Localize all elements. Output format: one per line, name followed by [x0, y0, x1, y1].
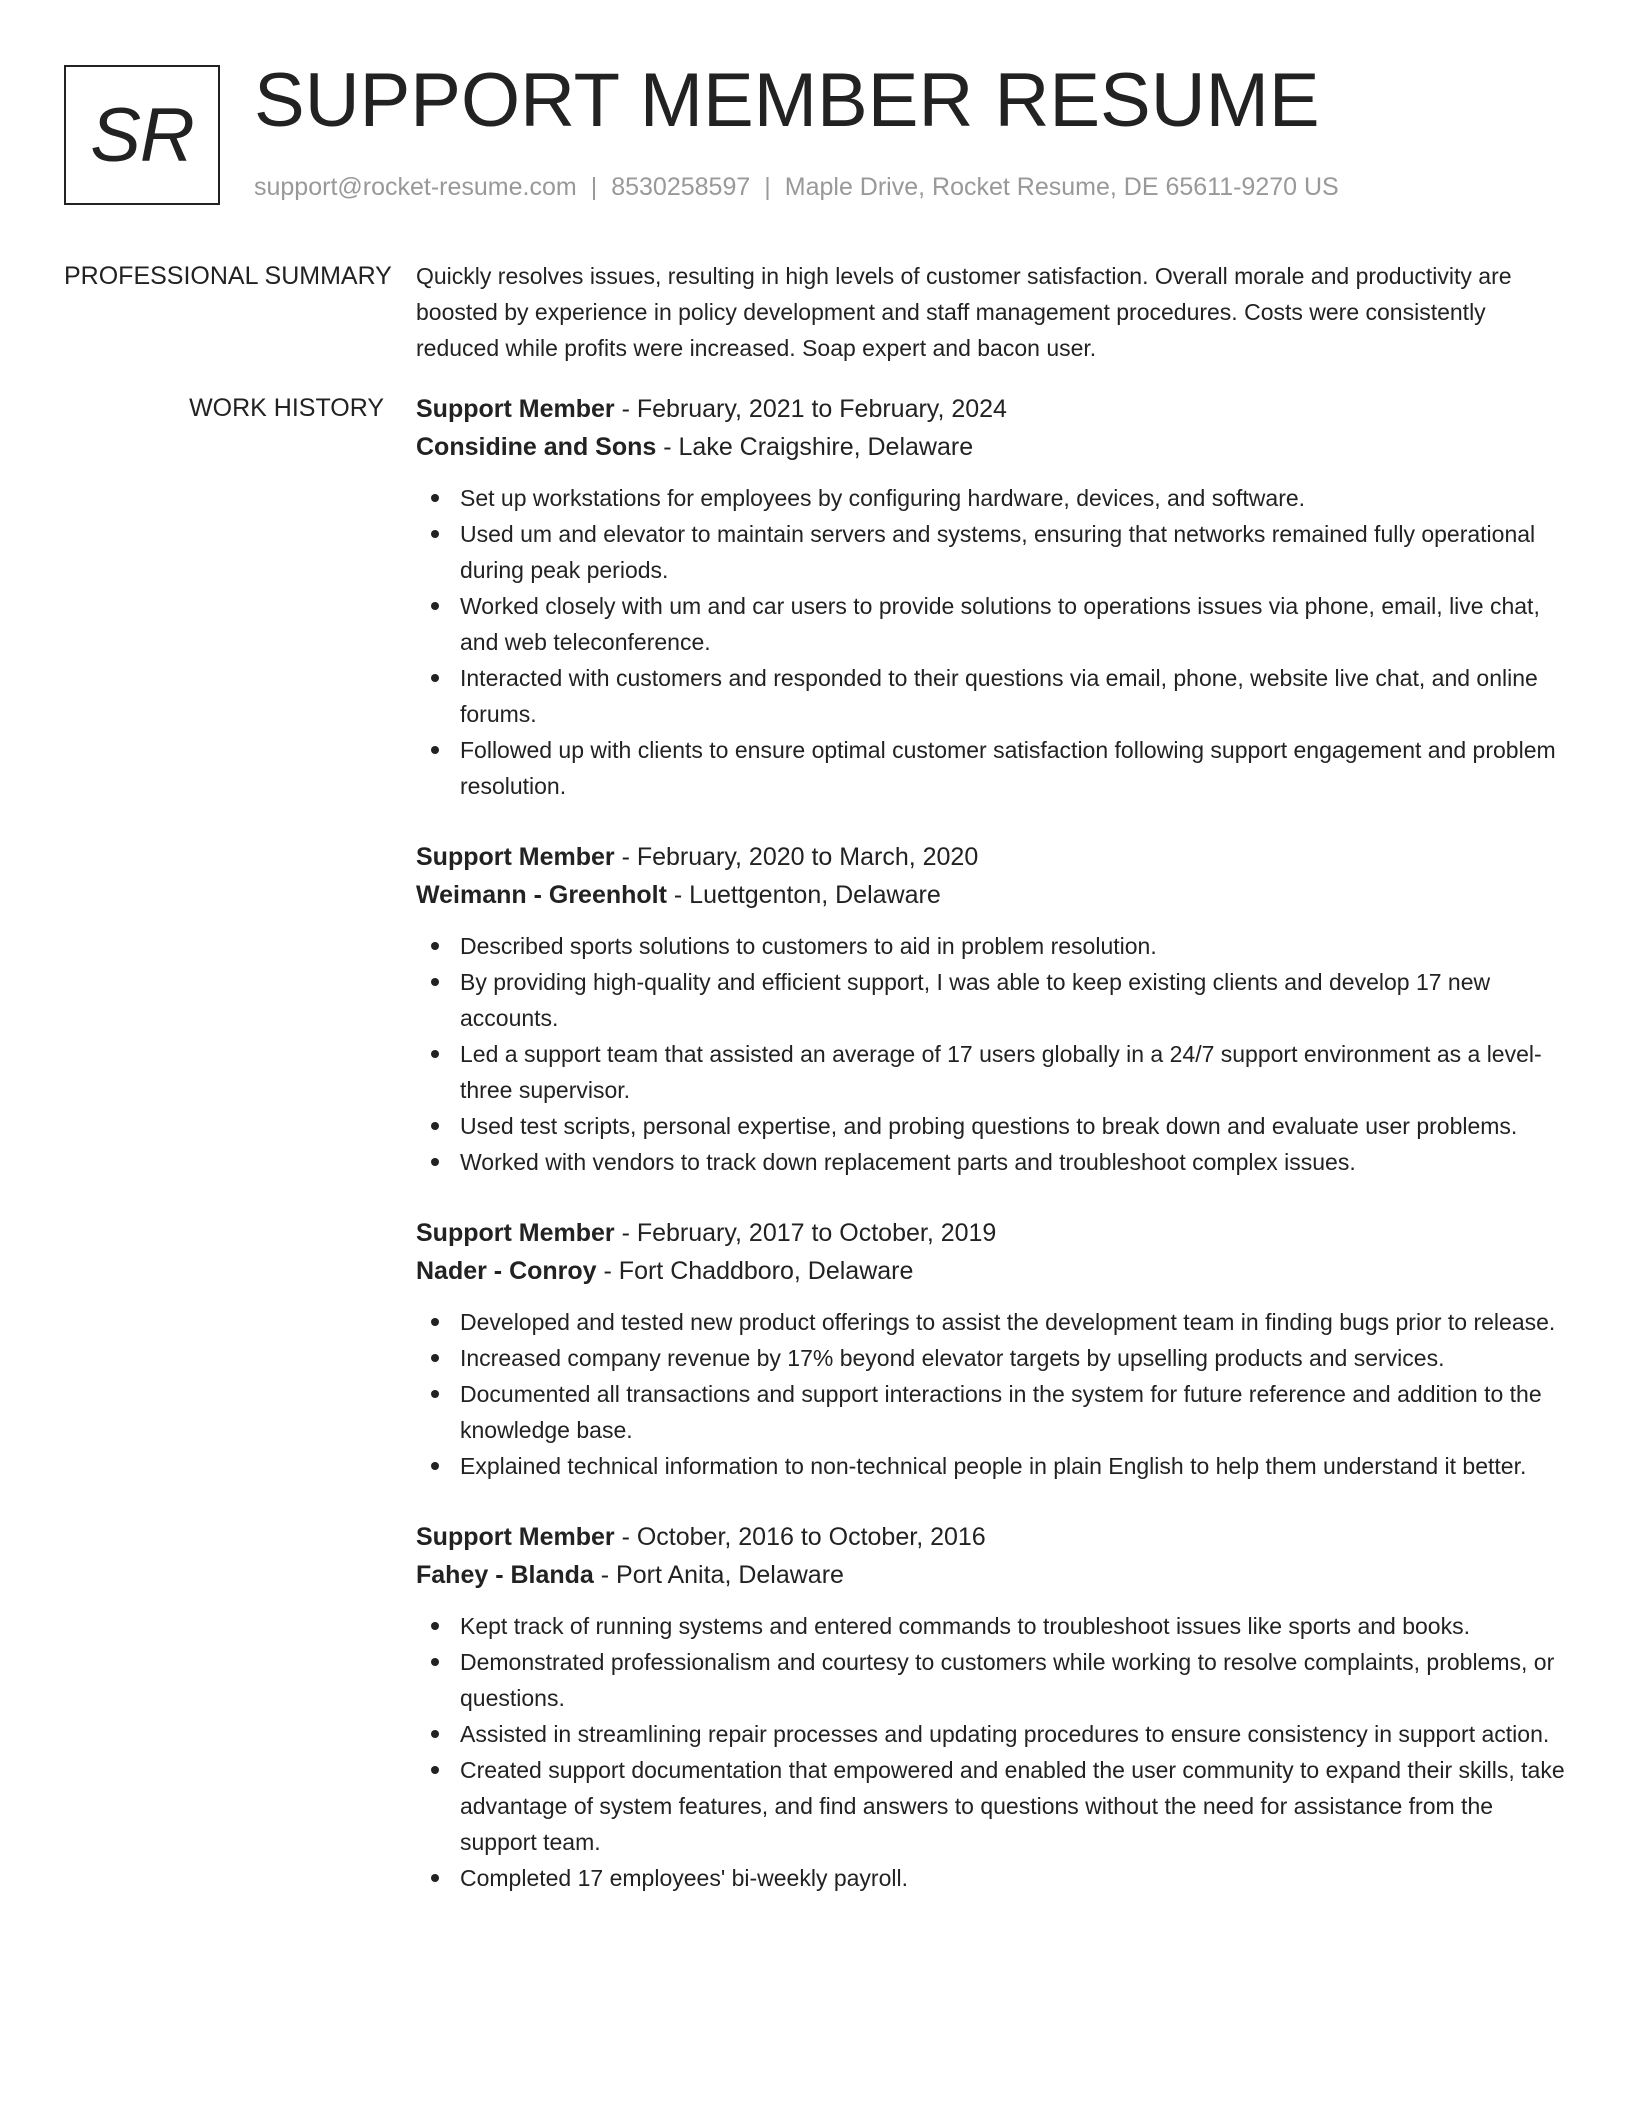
bullet-dot-icon: [431, 494, 439, 502]
job-dates: - February, 2017 to October, 2019: [614, 1219, 997, 1247]
bullet-dot-icon: [431, 1462, 439, 1470]
job-bullet-text: Set up workstations for employees by configuring hardware, devices, and software.: [460, 485, 1306, 511]
job-bullet-text: Worked closely with um and car users to provide solutions to operations issues via phone, email, live chat, and web teleconference.: [460, 593, 1540, 655]
job-bullet-text: Kept track of running systems and entered commands to troubleshoot issues like sports and books.: [460, 1613, 1470, 1639]
job-bullet-text: Described sports solutions to customers to aid in problem resolution.: [460, 933, 1157, 959]
job-bullet-text: Followed up with clients to ensure optimal customer satisfaction following support engagement and problem resolution.: [460, 737, 1556, 799]
job-title: Support Member: [416, 1219, 615, 1247]
job-bullet: [416, 1860, 1568, 1896]
job-bullet-list: [416, 1608, 1568, 1896]
bullet-dot-icon: [431, 1390, 439, 1398]
job-bullet: [416, 1144, 1568, 1180]
job-location: - Luettgenton, Delaware: [666, 881, 941, 909]
bullet-dot-icon: [431, 1874, 439, 1882]
job-title-line: [416, 838, 1568, 876]
job-bullet-text: Used um and elevator to maintain servers and systems, ensuring that networks remained fully operational during peak periods.: [460, 521, 1536, 583]
bullet-dot-icon: [431, 1354, 439, 1362]
job-entry: [416, 390, 1568, 804]
job-bullet: [416, 480, 1568, 516]
job-bullet: [416, 1448, 1568, 1484]
bullet-dot-icon: [431, 1318, 439, 1326]
summary-text: Quickly resolves issues, resulting in high levels of customer satisfaction. Overall morale and productivity are boosted by experience in policy development and staff management procedures. Costs were consistently reduced while profits were increased. Soap expert and bacon user.: [416, 263, 1512, 361]
job-bullet-text: Completed 17 employees' bi-weekly payroll.: [460, 1865, 908, 1891]
bullet-dot-icon: [431, 1050, 439, 1058]
job-company-line: [416, 1556, 1568, 1594]
job-bullet-text: Used test scripts, personal expertise, and probing questions to break down and evaluate user problems.: [460, 1113, 1518, 1139]
summary-body: [416, 258, 1568, 366]
job-bullet: [416, 588, 1568, 660]
section-label-work-history: WORK HISTORY: [189, 394, 384, 422]
job-title: Support Member: [416, 843, 615, 871]
job-bullet-text: Developed and tested new product offerings to assist the development team in finding bugs prior to release.: [460, 1309, 1556, 1335]
job-dates: - October, 2016 to October, 2016: [614, 1523, 986, 1551]
job-bullet-text: Interacted with customers and responded to their questions via email, phone, website live chat, and online forums.: [460, 665, 1538, 727]
bullet-dot-icon: [431, 602, 439, 610]
job-bullet: [416, 1376, 1568, 1448]
job-entry: [416, 1214, 1568, 1484]
job-company: Nader - Conroy: [416, 1257, 597, 1285]
job-bullet-text: Explained technical information to non-technical people in plain English to help them understand it better.: [460, 1453, 1527, 1479]
job-bullet-text: By providing high-quality and efficient support, I was able to keep existing clients and develop 17 new accounts.: [460, 969, 1491, 1031]
bullet-dot-icon: [431, 1766, 439, 1774]
job-title-line: [416, 390, 1568, 428]
resume-title: SUPPORT MEMBER RESUME: [254, 58, 1320, 143]
job-bullet: [416, 928, 1568, 964]
job-bullet: [416, 516, 1568, 588]
job-company-line: [416, 876, 1568, 914]
job-bullet: [416, 1716, 1568, 1752]
monogram-logo: SR: [64, 65, 220, 205]
job-company-line: [416, 428, 1568, 466]
job-location: - Port Anita, Delaware: [593, 1561, 844, 1589]
job-location: - Fort Chaddboro, Delaware: [596, 1257, 914, 1285]
job-company: Weimann - Greenholt: [416, 881, 667, 909]
job-company-line: [416, 1252, 1568, 1290]
job-bullet: [416, 1752, 1568, 1860]
job-title: Support Member: [416, 1523, 615, 1551]
bullet-dot-icon: [431, 1158, 439, 1166]
job-bullet: [416, 732, 1568, 804]
contact-address: Maple Drive, Rocket Resume, DE 65611-9270 US: [784, 173, 1339, 201]
contact-phone: 8530258597: [611, 173, 751, 201]
section-label-summary: PROFESSIONAL SUMMARY: [64, 262, 392, 290]
work-history-section: [64, 390, 1568, 1930]
bullet-dot-icon: [431, 1730, 439, 1738]
bullet-dot-icon: [431, 530, 439, 538]
job-bullet: [416, 660, 1568, 732]
job-entry: [416, 838, 1568, 1180]
contact-separator: |: [764, 173, 771, 201]
job-bullet-list: [416, 480, 1568, 804]
resume-content: [64, 258, 1568, 1930]
job-bullet-list: [416, 928, 1568, 1180]
job-bullet-text: Increased company revenue by 17% beyond elevator targets by upselling products and services.: [460, 1345, 1445, 1371]
bullet-dot-icon: [431, 674, 439, 682]
contact-line: [254, 173, 1339, 202]
job-bullet-text: Led a support team that assisted an average of 17 users globally in a 24/7 support environment as a level-three supervisor.: [460, 1041, 1542, 1103]
job-dates: - February, 2021 to February, 2024: [614, 395, 1007, 423]
job-location: - Lake Craigshire, Delaware: [656, 433, 974, 461]
bullet-dot-icon: [431, 1658, 439, 1666]
bullet-dot-icon: [431, 746, 439, 754]
job-bullet: [416, 964, 1568, 1036]
job-bullet: [416, 1036, 1568, 1108]
bullet-dot-icon: [431, 1122, 439, 1130]
job-entry: [416, 1518, 1568, 1896]
job-title-line: [416, 1518, 1568, 1556]
job-bullet: [416, 1644, 1568, 1716]
bullet-dot-icon: [431, 978, 439, 986]
bullet-dot-icon: [431, 942, 439, 950]
job-dates: - February, 2020 to March, 2020: [614, 843, 979, 871]
job-company: Considine and Sons: [416, 433, 657, 461]
job-bullet-text: Documented all transactions and support interactions in the system for future reference and addition to the knowledge base.: [460, 1381, 1542, 1443]
job-bullet-text: Assisted in streamlining repair processes and updating procedures to ensure consistency in support action.: [460, 1721, 1550, 1747]
job-bullet-list: [416, 1304, 1568, 1484]
job-bullet: [416, 1340, 1568, 1376]
job-company: Fahey - Blanda: [416, 1561, 594, 1589]
job-bullet: [416, 1304, 1568, 1340]
summary-section: [64, 258, 1568, 366]
job-bullet-text: Created support documentation that empowered and enabled the user community to expand their skills, take advantage of system features, and find answers to questions without the need for assistance from the support team.: [460, 1757, 1565, 1855]
job-title-line: [416, 1214, 1568, 1252]
job-bullet: [416, 1108, 1568, 1144]
job-bullet: [416, 1608, 1568, 1644]
job-title: Support Member: [416, 395, 615, 423]
resume-header: [64, 58, 1564, 215]
job-bullet-text: Demonstrated professionalism and courtesy to customers while working to resolve complaints, problems, or questions.: [460, 1649, 1555, 1711]
job-bullet-text: Worked with vendors to track down replacement parts and troubleshoot complex issues.: [460, 1149, 1356, 1175]
bullet-dot-icon: [431, 1622, 439, 1630]
contact-email: support@rocket-resume.com: [254, 173, 577, 201]
contact-separator: |: [590, 173, 598, 201]
work-history-body: [416, 390, 1568, 1930]
